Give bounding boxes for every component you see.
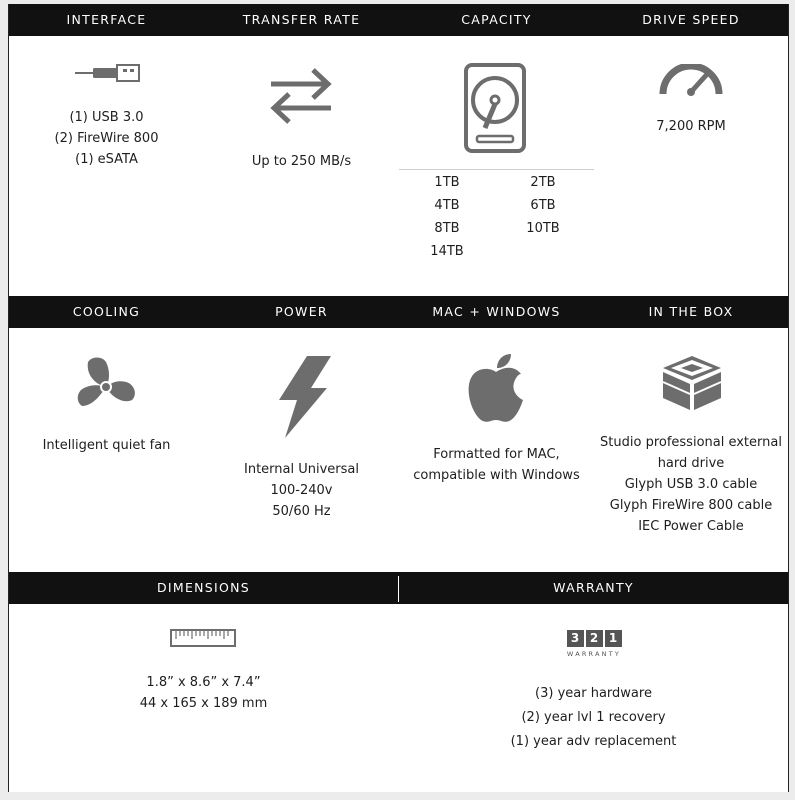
box-item: Studio professional external [600, 435, 782, 450]
dimensions-line: 44 x 165 x 189 mm [139, 696, 268, 711]
power-specs [204, 459, 399, 522]
os-compatibility [399, 444, 594, 486]
warranty-digit: 2 [586, 630, 603, 647]
box-item: hard drive [657, 456, 725, 471]
header-band-row3 [9, 572, 788, 604]
capacity-option: 6TB [530, 198, 556, 213]
heading-cooling: COOLING [72, 304, 141, 319]
warranty-badge-icon [561, 630, 627, 664]
box-icon [659, 354, 725, 412]
warranty-line: (1) year adv replacement [510, 734, 677, 749]
box-item: IEC Power Cable [638, 519, 744, 534]
speedometer-icon [657, 64, 725, 96]
box-item: Glyph FireWire 800 cable [609, 498, 773, 513]
capacity-option: 8TB [434, 221, 460, 236]
heading-warranty: WARRANTY [553, 580, 634, 595]
capacity-divider [399, 169, 594, 170]
heading-power: POWER [275, 304, 328, 319]
drive-speed-value: 7,200 RPM [656, 119, 726, 134]
box-contents [594, 432, 788, 537]
interface-line: (1) USB 3.0 [69, 110, 144, 125]
cooling-value: Intelligent quiet fan [42, 438, 171, 453]
header-band-row1 [9, 4, 788, 36]
heading-mac-windows: MAC + WINDOWS [432, 304, 561, 319]
warranty-line: (2) year lvl 1 recovery [521, 710, 666, 725]
interface-specs [9, 107, 204, 170]
spec-sheet [8, 4, 789, 792]
apple-logo-icon [463, 354, 529, 424]
lightning-bolt-icon [271, 356, 333, 438]
interface-line: (2) FireWire 800 [54, 131, 159, 146]
power-line: 50/60 Hz [272, 504, 331, 519]
usb-cable-icon [73, 62, 143, 84]
dimensions-line: 1.8” x 8.6” x 7.4” [146, 675, 261, 690]
capacity-option: 4TB [434, 198, 460, 213]
heading-in-the-box: IN THE BOX [648, 304, 734, 319]
heading-dimensions: DIMENSIONS [156, 580, 251, 595]
hard-drive-icon [463, 62, 527, 154]
transfer-arrows-icon [267, 64, 335, 128]
warranty-digit: 3 [567, 630, 584, 647]
os-line: compatible with Windows [413, 468, 580, 483]
warranty-terms [399, 682, 788, 754]
ruler-icon [170, 629, 236, 647]
box-item: Glyph USB 3.0 cable [624, 477, 758, 492]
capacity-option: 10TB [526, 221, 560, 236]
heading-interface: INTERFACE [66, 12, 147, 27]
warranty-line: (3) year hardware [535, 686, 652, 701]
capacity-option: 1TB [434, 175, 460, 190]
heading-transfer-rate: TRANSFER RATE [242, 12, 361, 27]
power-line: 100-240v [270, 483, 333, 498]
heading-drive-speed: DRIVE SPEED [642, 12, 740, 27]
interface-line: (1) eSATA [75, 152, 138, 167]
warranty-digit: 1 [605, 630, 622, 647]
capacity-option: 14TB [430, 244, 464, 259]
os-line: Formatted for MAC, [433, 447, 560, 462]
heading-capacity: CAPACITY [461, 12, 532, 27]
power-line: Internal Universal [244, 462, 359, 477]
warranty-badge-label: WARRANTY [566, 650, 622, 658]
header-band-row2 [9, 296, 788, 328]
capacity-option: 2TB [530, 175, 556, 190]
fan-icon [74, 354, 138, 416]
dimensions-values [9, 672, 398, 714]
transfer-rate-value: Up to 250 MB/s [251, 154, 352, 169]
